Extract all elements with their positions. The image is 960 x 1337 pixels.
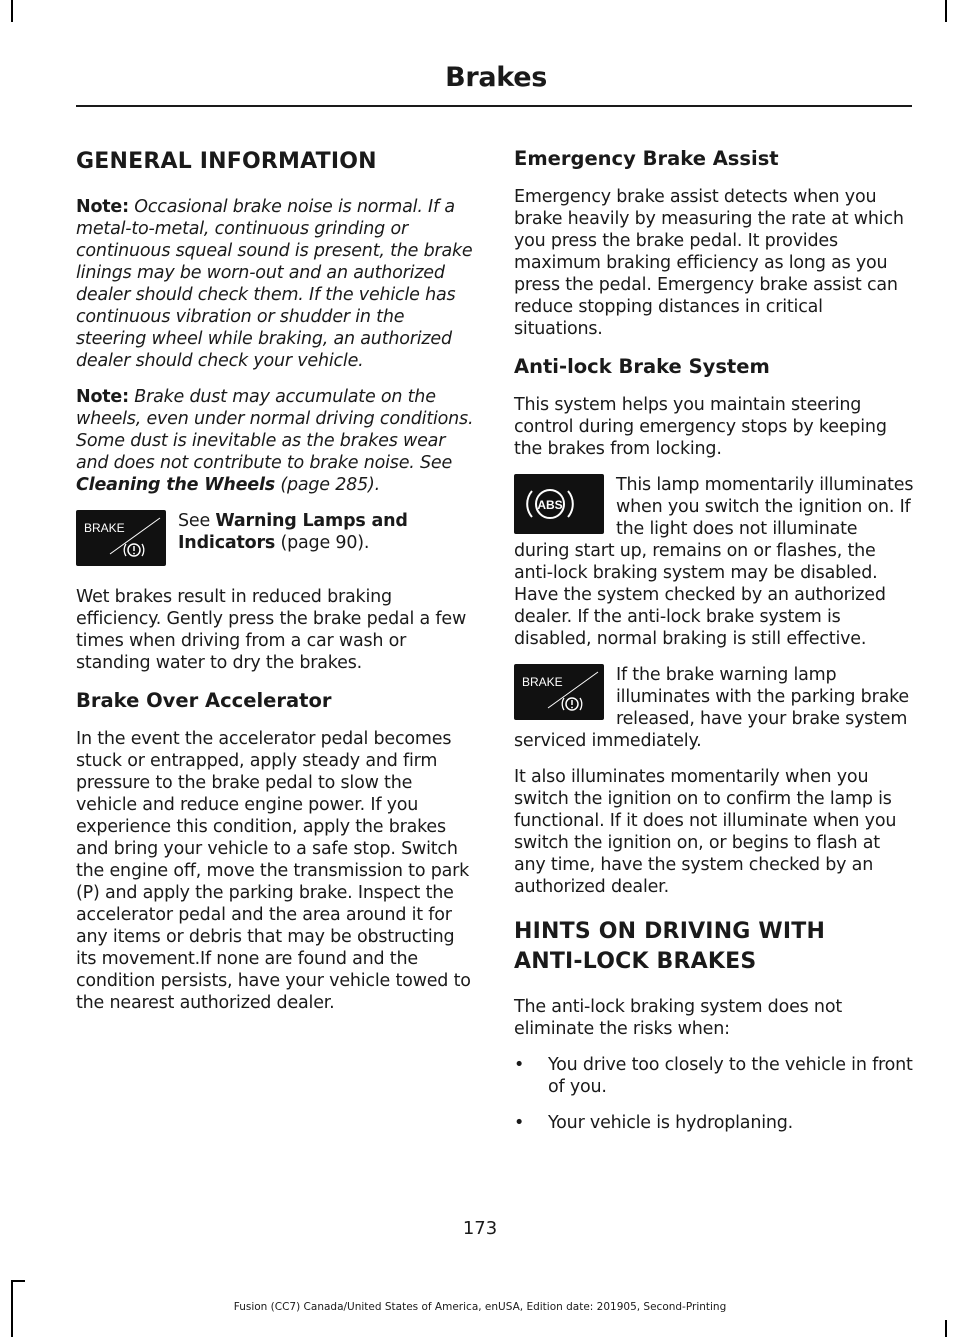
note-paragraph xyxy=(76,196,476,372)
hints-intro-paragraph: The anti-lock braking system does not eliminate the risks when: xyxy=(514,997,842,1039)
brake-warning-icon xyxy=(76,510,166,566)
list-item xyxy=(514,1112,914,1134)
note-label: Note: xyxy=(76,387,129,407)
brake-lamp-row xyxy=(76,510,476,572)
list-item-text: You drive too closely to the vehicle in front of you. xyxy=(548,1055,913,1097)
note-label: Note: xyxy=(76,197,129,217)
abs-icon-text: ABS xyxy=(537,498,563,512)
cross-reference-link[interactable]: Warning Lamps and Indicators xyxy=(178,511,408,553)
see-prefix: See xyxy=(178,511,211,531)
section-heading-general: GENERAL INFORMATION xyxy=(76,149,377,174)
header-rule xyxy=(76,105,912,107)
note-text: Brake dust may accumulate on the wheels, even under normal driving conditions. Some dust is inevitable as the brakes wear and does not contribute to brake noise. See xyxy=(76,387,474,473)
eba-paragraph: Emergency brake assist detects when you brake heavily by measuring the rate at which you press the brake pedal. It provides maximum braking efficiency as long as you press the pedal. Emergency brake assist can reduce stopping distances in critical situations. xyxy=(514,187,904,339)
left-column xyxy=(76,140,476,1028)
crop-mark xyxy=(11,1280,25,1282)
wet-brakes-paragraph: Wet brakes result in reduced braking efficiency. Gently press the brake pedal a few times when driving from a car wash or standing water to dry the brakes. xyxy=(76,587,467,673)
crop-mark xyxy=(945,0,947,22)
also-illuminates-paragraph: It also illuminates momentarily when you switch the ignition on to confirm the lamp is functional. If it does not illuminate when you switch the ignition on, or begins to flash at any time, have the system checked by an authorized dealer. xyxy=(514,767,897,897)
footer-edition: Fusion (CC7) Canada/United States of America, enUSA, Edition date: 201905, Second-Printing xyxy=(233,1301,727,1313)
abs-lamp-row xyxy=(514,474,914,650)
abs-paragraph: This system helps you maintain steering control during emergency stops by keeping the brakes from locking. xyxy=(514,395,887,459)
list-item xyxy=(514,1054,914,1098)
crop-mark xyxy=(945,1320,947,1337)
page-reference: (page 90). xyxy=(280,533,370,553)
list-item-text: Your vehicle is hydroplaning. xyxy=(548,1113,794,1133)
note-text: Occasional brake noise is normal. If a metal-to-metal, continuous grinding or continuous squeal sound is present, the brake linings may be worn-out and an authorized dealer should check them. If the vehicle has continuous vibration or shudder in the steering wheel while braking, an authorized dealer should check your vehicle. xyxy=(76,197,473,371)
cross-reference-link[interactable]: Cleaning the Wheels xyxy=(76,475,275,495)
section-heading-eba: Emergency Brake Assist xyxy=(514,147,779,170)
risk-list xyxy=(514,1054,914,1134)
note-paragraph xyxy=(76,386,476,496)
right-column xyxy=(514,140,914,1148)
brake-lamp-paragraph: If the brake warning lamp illuminates with the parking brake released, have your brake system serviced immediately. xyxy=(514,665,909,751)
section-heading-hints-line2: ANTI-LOCK BRAKES xyxy=(514,949,757,974)
section-heading-abs: Anti-lock Brake System xyxy=(514,355,770,378)
page-number: 173 xyxy=(462,1218,498,1239)
abs-warning-icon xyxy=(514,474,604,534)
boa-paragraph: In the event the accelerator pedal becomes stuck or entrapped, apply steady and firm pressure to the brake pedal to slow the vehicle and reduce engine power. If you experience this condition, apply the brakes and bring your vehicle to a safe stop. Switch the engine off, move the transmission to park (P) and apply the parking brake. Inspect the accelerator pedal and the area around it for any items or debris that may be obstructing its movement.If none are found and the condition persists, have your vehicle towed to the nearest authorized dealer. xyxy=(76,729,471,1013)
section-heading-hints-line1: HINTS ON DRIVING WITH xyxy=(514,919,826,944)
brake-icon-text: BRAKE xyxy=(84,521,125,535)
page-title: Brakes xyxy=(445,62,547,93)
brake-warning-icon xyxy=(514,664,604,720)
abs-lamp-paragraph: This lamp momentarily illuminates when you switch the ignition on. If the light does not illuminate during start up, remains on or flashes, the anti-lock braking system may be disabled. Have the system checked by an authorized dealer. If the anti-lock brake system is disabled, normal braking is still effective. xyxy=(514,475,914,649)
brake-lamp-row xyxy=(514,664,914,752)
crop-mark xyxy=(11,0,13,22)
bullet: • xyxy=(514,1113,525,1133)
page-reference: (page 285). xyxy=(280,475,381,495)
section-heading-boa: Brake Over Accelerator xyxy=(76,689,332,712)
bullet: • xyxy=(514,1055,525,1075)
brake-icon-text: BRAKE xyxy=(522,675,563,689)
